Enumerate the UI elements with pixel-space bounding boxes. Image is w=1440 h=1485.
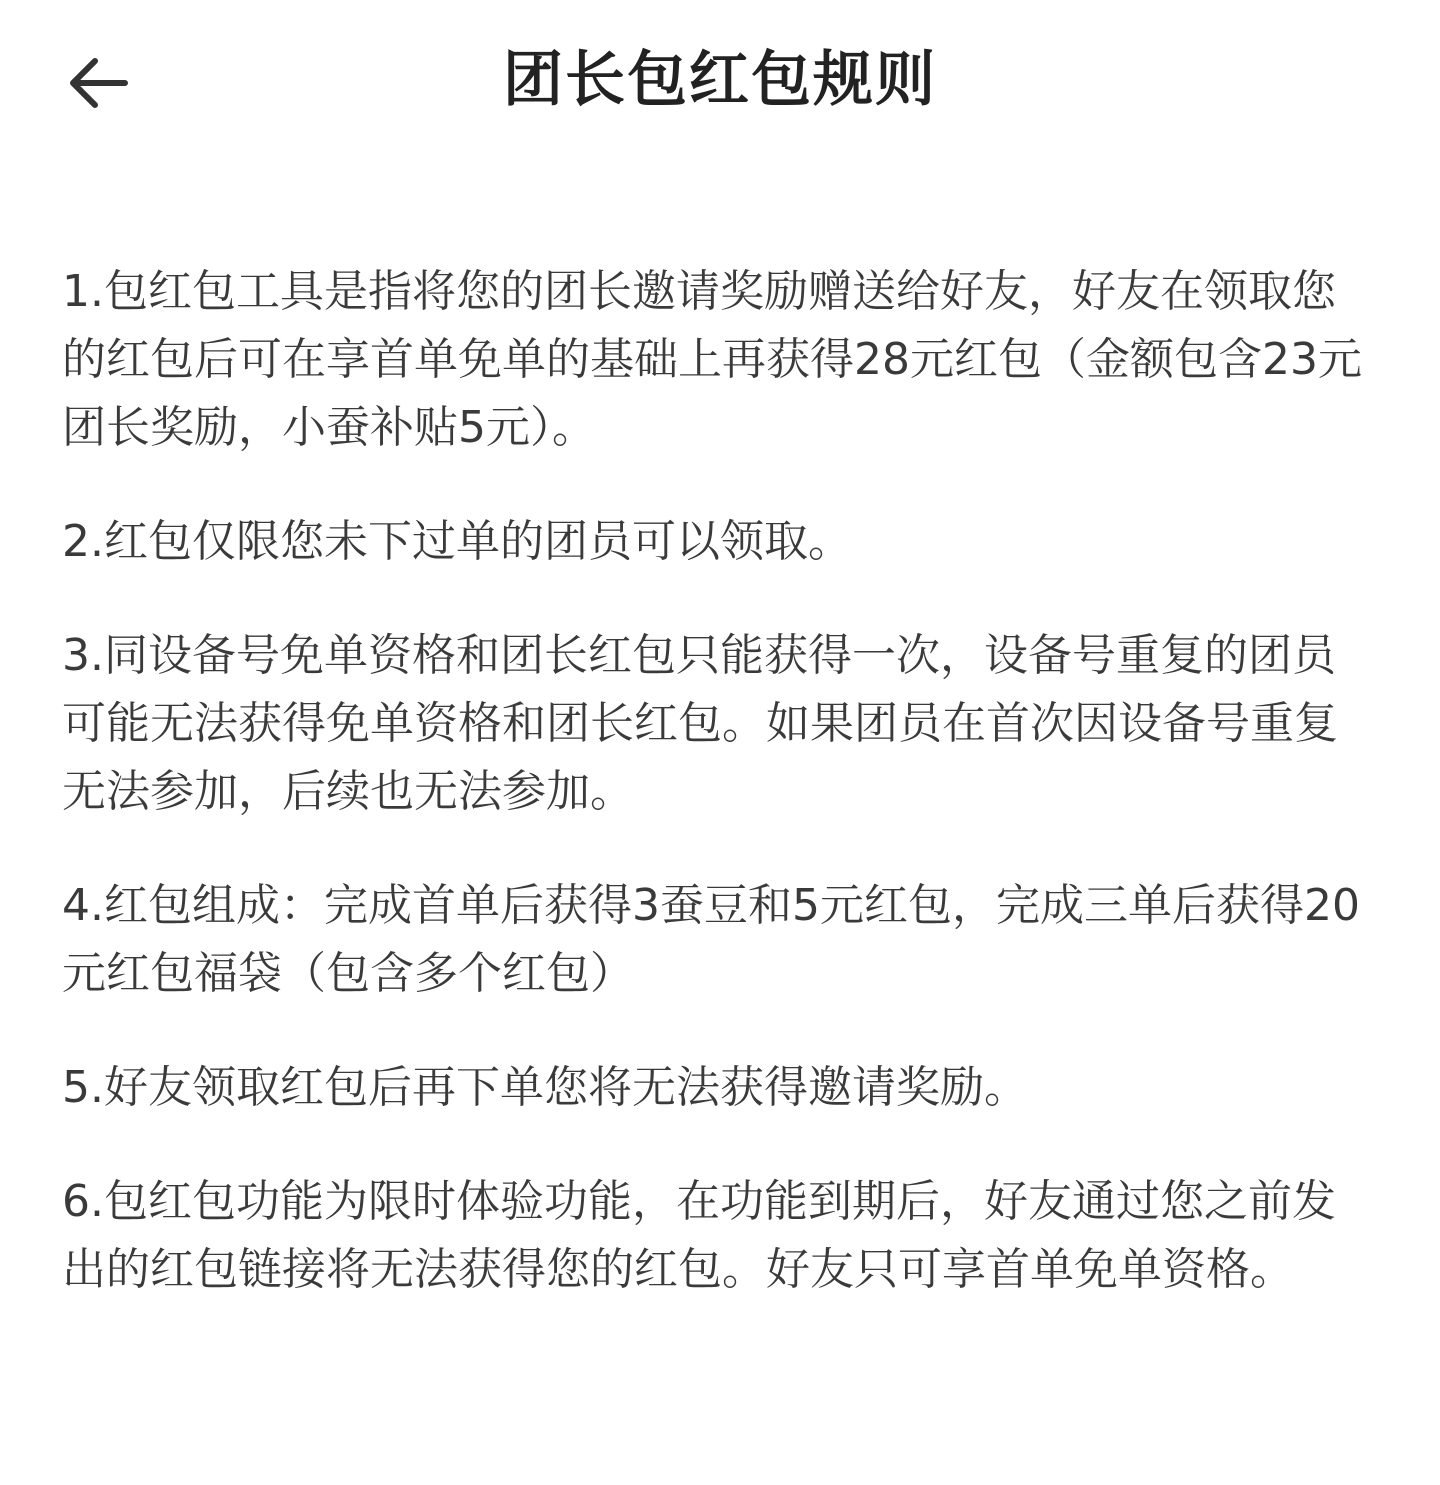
rule-item-5: 5.好友领取红包后再下单您将无法获得邀请奖励。 bbox=[62, 1062, 1028, 1113]
top-bar bbox=[0, 0, 1440, 165]
rule-item-3: 3.同设备号免单资格和团长红包只能获得一次，设备号重复的团员可能无法获得免单资格和团长红包。如果团员在首次因设备号重复无法参加，后续也无法参加。 bbox=[62, 630, 1338, 817]
rule-item-4: 4.红包组成：完成首单后获得3蚕豆和5元红包，完成三单后获得20元红包福袋（包含多个红包） bbox=[62, 880, 1360, 999]
rule-item-6: 6.包红包功能为限时体验功能，在功能到期后，好友通过您之前发出的红包链接将无法获得您的红包。好友只可享首单免单资格。 bbox=[62, 1176, 1336, 1295]
rules-list bbox=[62, 258, 1372, 1350]
rule-item-2: 2.红包仅限您未下过单的团员可以领取。 bbox=[62, 516, 852, 567]
page-title: 团长包红包规则 bbox=[503, 45, 937, 115]
rule-item-1: 1.包红包工具是指将您的团长邀请奖励赠送给好友，好友在领取您的红包后可在享首单免单的基础上再获得28元红包（金额包含23元团长奖励，小蚕补贴5元）。 bbox=[62, 266, 1362, 453]
